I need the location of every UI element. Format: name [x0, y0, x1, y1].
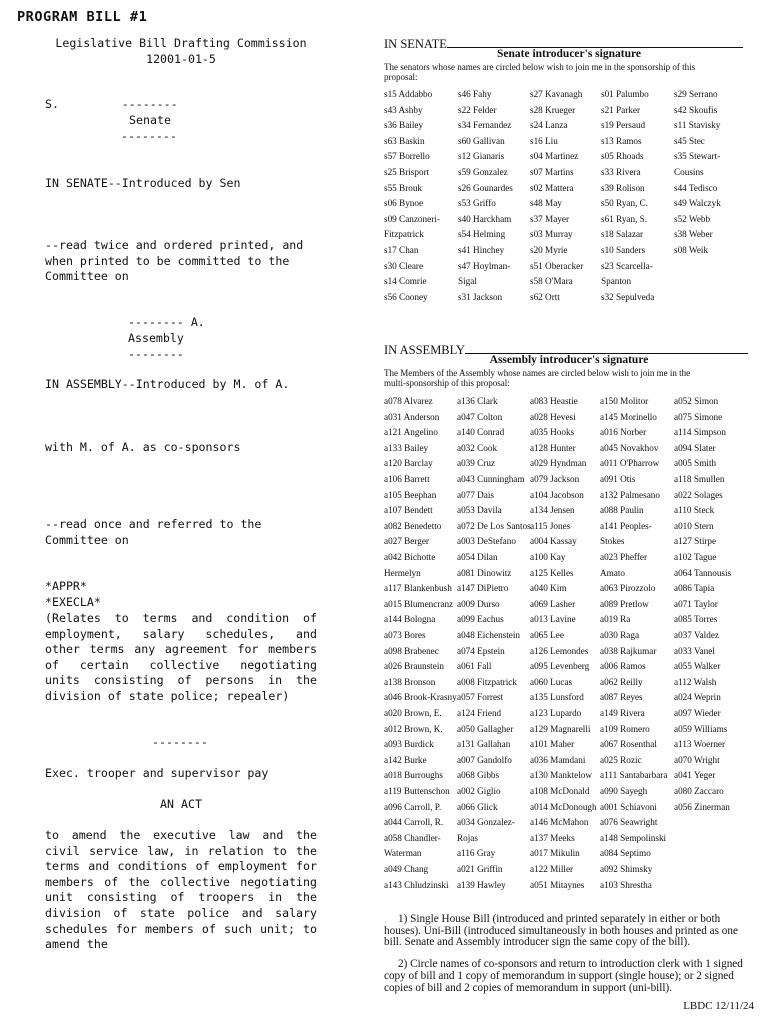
assembly-member[interactable]: a083 Heastie	[530, 396, 578, 406]
senate-member[interactable]: s51 Oberacker	[530, 260, 584, 271]
separator-dashes: --------	[152, 735, 208, 749]
assembly-member[interactable]: a080 Zaccaro	[674, 786, 724, 796]
assembly-member[interactable]: a121 Angelino	[384, 427, 438, 438]
senate-member[interactable]: s36 Bailey	[384, 120, 424, 131]
assembly-member[interactable]: a065 Lee	[530, 630, 564, 640]
assembly-member[interactable]: a085 Torres	[674, 614, 718, 625]
assembly-member[interactable]: a055 Walker	[674, 661, 721, 672]
short-title: Exec. trooper and supervisor pay	[45, 766, 269, 780]
assembly-member[interactable]: a082 Benedetto	[384, 520, 442, 531]
assembly-member[interactable]: a044 Carroll, R.	[384, 817, 444, 828]
assembly-member[interactable]: a001 Schiavoni	[600, 801, 657, 812]
assembly-member[interactable]: a144 Bologna	[384, 614, 436, 625]
assembly-member[interactable]: a130 Manktelow	[530, 770, 593, 781]
assembly-member[interactable]: a128 Hunter	[530, 442, 576, 453]
senate-member[interactable]: s37 Mayer	[530, 213, 570, 224]
assembly-member[interactable]: a072 De Los Santos	[457, 520, 531, 531]
act-text: to amend the executive law and the civil service law, in relation to the terms and conditions of employment for members of the collective negotiating unit consisting of troopers in the division of state police and salary schedules for members of such unit; to amend the	[45, 828, 317, 952]
assembly-member[interactable]: a025 Rozic	[600, 754, 642, 765]
assembly-member[interactable]: a017 Mikulin	[530, 848, 580, 859]
senate-member[interactable]: s42 Skoufis	[674, 104, 718, 115]
assembly-member[interactable]: a015 Blumencranz	[384, 598, 454, 609]
assembly-member[interactable]: a021 Griffin	[457, 864, 503, 874]
senate-member[interactable]: s43 Ashby	[384, 104, 423, 115]
assembly-member[interactable]: a061 Fall	[457, 661, 492, 672]
assembly-member[interactable]: a020 Brown, E.	[384, 708, 442, 718]
assembly-member[interactable]: a125 Kelles	[530, 567, 574, 578]
assembly-member[interactable]: a019 Ra	[600, 614, 631, 625]
assembly-member[interactable]: a103 Shrestha	[600, 879, 652, 890]
assembly-member[interactable]: a134 Jensen	[530, 505, 575, 516]
senate-member[interactable]: s09 Canzoneri-	[384, 213, 440, 224]
senate-member[interactable]: s14 Comrie	[384, 276, 427, 287]
senate-member[interactable]: s48 May	[530, 198, 562, 209]
an-act-heading: AN ACT	[160, 797, 202, 811]
assembly-member[interactable]: a091 Otis	[600, 474, 636, 484]
senate-member[interactable]: s17 Chan	[384, 245, 419, 255]
assembly-member[interactable]: a034 Gonzalez-	[457, 817, 515, 828]
senate-member[interactable]: s05 Rhoads	[601, 151, 644, 162]
senate-member[interactable]: s02 Mattera	[530, 182, 574, 193]
assembly-member[interactable]: a073 Bores	[384, 630, 426, 640]
senate-member[interactable]: s39 Rolison	[601, 182, 645, 193]
assembly-member[interactable]: a056 Zinerman	[674, 801, 730, 812]
senate-member[interactable]: s34 Fernandez	[458, 120, 512, 131]
assembly-member[interactable]: a018 Burroughs	[384, 770, 443, 781]
senate-member[interactable]: s16 Liu	[530, 135, 558, 146]
assembly-member[interactable]: a110 Steck	[674, 505, 715, 516]
assembly-signature-title: Assembly introducer's signature	[489, 354, 649, 366]
assembly-member[interactable]: a081 Dinowitz	[457, 567, 512, 578]
assembly-member[interactable]: a037 Valdez	[674, 630, 719, 640]
assembly-intro-text: The Members of the Assembly whose names are circled below wish to join me in the multi-sponsorship of this proposal:	[384, 368, 691, 388]
senate-heading: IN SENATE	[384, 37, 743, 52]
assembly-member[interactable]: a140 Conrad	[457, 427, 505, 438]
senate-label: Senate	[129, 113, 171, 127]
commission-name: Legislative Bill Drafting Commission	[55, 36, 307, 50]
senate-member[interactable]: s49 Walczyk	[674, 198, 721, 209]
assembly-member[interactable]: a090 Sayegh	[600, 786, 648, 796]
assembly-member[interactable]: a049 Chang	[384, 864, 429, 874]
senate-member[interactable]: s57 Borrello	[384, 151, 430, 162]
note-circle-names: 2) Circle names of co-sponsors and return to introduction clerk with 1 signed copy of bill and 1 copy of memorandum in support (single house); or 2 signed copies of bill and 2 copies of memorandum in support (uni-bill).	[384, 958, 743, 994]
assembly-member[interactable]: a143 Chludzinski	[384, 879, 449, 890]
cosponsors-text: with M. of A. as co-sponsors	[45, 440, 241, 454]
assembly-member[interactable]: a008 Fitzpatrick	[457, 676, 517, 687]
senate-member[interactable]: s26 Gounardes	[458, 182, 513, 193]
assembly-member[interactable]: Amato	[600, 567, 626, 578]
assembly-member[interactable]: a058 Chandler-	[384, 832, 441, 843]
assembly-member[interactable]: Waterman	[384, 848, 422, 859]
senate-member[interactable]: s44 Tedisco	[674, 182, 718, 193]
assembly-member[interactable]: a010 Stern	[674, 520, 714, 531]
senate-member[interactable]: s30 Cleare	[384, 260, 424, 271]
lbdc-date: LBDC 12/11/24	[683, 1000, 754, 1012]
assembly-member[interactable]: a127 Stirpe	[674, 536, 717, 547]
assembly-member[interactable]: a092 Shimsky	[600, 864, 653, 874]
instructions	[384, 914, 754, 1004]
assembly-member[interactable]: a104 Jacobson	[530, 489, 584, 500]
senate-member[interactable]: s06 Bynoe	[384, 198, 424, 209]
assembly-member[interactable]: a038 Rajkumar	[600, 645, 657, 656]
assembly-member[interactable]: a052 Simon	[674, 396, 719, 406]
senate-member[interactable]: s15 Addabbo	[384, 89, 433, 99]
senate-member[interactable]: s59 Gonzalez	[458, 167, 508, 177]
assembly-number-line: -------- A.	[128, 315, 205, 329]
assembly-member[interactable]: a126 Lemondes	[530, 645, 589, 656]
assembly-member[interactable]: a095 Levenberg	[530, 661, 590, 672]
senate-member[interactable]: s13 Ramos	[601, 135, 642, 146]
assembly-member[interactable]: Stokes	[600, 536, 625, 547]
assembly-member[interactable]: a043 Cunningham	[457, 474, 525, 484]
assembly-member[interactable]: a066 Glick	[457, 801, 498, 812]
assembly-member[interactable]: a105 Beephan	[384, 489, 437, 500]
assembly-member[interactable]: a147 DiPietro	[457, 583, 509, 594]
assembly-member[interactable]: a023 Pheffer	[600, 552, 648, 562]
assembly-member[interactable]: a086 Tapia	[674, 583, 715, 594]
note-single-house: 1) Single House Bill (introduced and printed separately in either or both houses). Uni-Bill (introduced simultaneously in both houses and printed as one bill. Senate and Assembly introducer sign the same copy of the bill).	[384, 913, 738, 949]
senate-member[interactable]: s12 Gianaris	[458, 151, 505, 162]
senate-member[interactable]: s23 Scarcella-	[601, 260, 653, 271]
assembly-heading: IN ASSEMBLY	[384, 343, 748, 358]
assembly-member[interactable]: a124 Friend	[457, 708, 502, 718]
senate-member[interactable]: s25 Brisport	[384, 167, 430, 177]
senate-member[interactable]: s55 Brouk	[384, 182, 423, 193]
assembly-member[interactable]: a089 Pretlow	[600, 598, 649, 609]
assembly-member[interactable]: a069 Lasher	[530, 598, 576, 609]
assembly-member[interactable]: a064 Tannousis	[674, 567, 732, 578]
senate-number-line: S. --------	[45, 97, 178, 111]
senate-member[interactable]: s20 Myrie	[530, 245, 568, 255]
assembly-member[interactable]: a150 Molitor	[600, 396, 649, 406]
senate-member[interactable]: s53 Griffo	[458, 198, 496, 209]
senate-member[interactable]: s03 Murray	[530, 229, 573, 240]
assembly-member[interactable]: a040 Kim	[530, 583, 567, 594]
assembly-member[interactable]: a027 Berger	[384, 536, 429, 547]
senate-member[interactable]: s45 Stec	[674, 135, 705, 146]
assembly-member[interactable]: a116 Gray	[457, 848, 496, 859]
senate-member[interactable]: s01 Palumbo	[601, 89, 649, 99]
senate-member[interactable]: s21 Parker	[601, 104, 641, 115]
assembly-member[interactable]: a129 Magnarelli	[530, 723, 591, 734]
assembly-member[interactable]: a009 Durso	[457, 598, 500, 609]
assembly-member[interactable]: a101 Maher	[530, 739, 575, 750]
assembly-member[interactable]: a075 Simone	[674, 411, 723, 422]
assembly-member[interactable]: a132 Palmesano	[600, 489, 660, 500]
assembly-member[interactable]: a012 Brown, K.	[384, 723, 443, 734]
assembly-member[interactable]: a053 Davila	[457, 505, 502, 516]
senate-member[interactable]: Spanton	[601, 276, 632, 287]
senate-member[interactable]: s22 Felder	[458, 104, 497, 115]
assembly-member[interactable]: a148 Sempolinski	[600, 832, 667, 843]
program-bill-title: PROGRAM BILL #1	[17, 9, 148, 25]
assembly-member[interactable]: a028 Hevesi	[530, 411, 576, 422]
execla-tag: *EXECLA*	[45, 595, 101, 609]
assembly-member[interactable]: a133 Bailey	[384, 442, 429, 453]
assembly-member[interactable]: a054 Dilan	[457, 552, 498, 562]
assembly-member[interactable]: a139 Hawley	[457, 879, 506, 890]
assembly-member[interactable]: a060 Lucas	[530, 676, 573, 687]
senate-member[interactable]: s40 Harckham	[458, 213, 512, 224]
assembly-member[interactable]: a107 Bendett	[384, 505, 433, 516]
assembly-member[interactable]: a007 Gandolfo	[457, 754, 512, 765]
senate-member[interactable]: s33 Rivera	[601, 167, 641, 177]
assembly-member[interactable]: a051 Mitaynes	[530, 879, 585, 890]
assembly-member[interactable]: a004 Kassay	[530, 536, 577, 547]
read-twice-text: --read twice and ordered printed, and when printed to be committed to the Committee on	[45, 238, 311, 284]
in-assembly-introduced: IN ASSEMBLY--Introduced by M. of A.	[45, 377, 290, 391]
senate-member[interactable]: s58 O'Mara	[530, 276, 573, 287]
senate-member[interactable]: s27 Kavanagh	[530, 89, 583, 99]
assembly-member[interactable]: a003 DeStefano	[457, 536, 516, 547]
senate-dashes: --------	[121, 129, 177, 143]
assembly-member[interactable]: a115 Jones	[530, 520, 571, 531]
senate-member[interactable]: s50 Ryan, C.	[601, 198, 649, 209]
senate-member[interactable]: s08 Weik	[674, 245, 709, 255]
assembly-member[interactable]: a076 Seawright	[600, 817, 658, 828]
assembly-member[interactable]: a036 Mamdani	[530, 754, 586, 765]
assembly-member[interactable]: Hermelyn	[384, 567, 421, 578]
assembly-member[interactable]: a097 Wieder	[674, 708, 721, 718]
senate-member[interactable]: s47 Hoylman-	[458, 260, 511, 271]
assembly-member[interactable]: a112 Walsh	[674, 676, 717, 687]
assembly-member[interactable]: a074 Epstein	[457, 645, 505, 656]
assembly-member[interactable]: a102 Tague	[674, 552, 717, 562]
assembly-member[interactable]: a109 Romero	[600, 723, 650, 734]
assembly-member[interactable]: Rojas	[457, 832, 478, 843]
assembly-member[interactable]: a026 Braunstein	[384, 661, 444, 672]
senate-member[interactable]: s38 Weber	[674, 229, 713, 240]
assembly-member[interactable]: a142 Burke	[384, 754, 427, 765]
senate-member[interactable]: s07 Martins	[530, 167, 574, 177]
senate-member[interactable]: s24 Lanza	[530, 120, 568, 131]
assembly-member[interactable]: a032 Cook	[457, 442, 498, 453]
assembly-member[interactable]: a029 Hyndman	[530, 458, 587, 469]
assembly-member[interactable]: a016 Norber	[600, 427, 647, 438]
assembly-member[interactable]: a039 Cruz	[457, 458, 496, 469]
assembly-member[interactable]: a114 Simpson	[674, 427, 726, 438]
assembly-member[interactable]: a106 Barrett	[384, 474, 430, 484]
assembly-member[interactable]: a146 McMahon	[530, 817, 589, 828]
senate-member[interactable]: s18 Salazar	[601, 229, 644, 240]
assembly-member[interactable]: a136 Clark	[457, 396, 498, 406]
relates-text: (Relates to terms and condition of employment, salary schedules, and other terms any agreement for members of certain collective negotiating units consisting of persons in the division of state police; repealer)	[45, 611, 317, 703]
senate-member[interactable]: Cousins	[674, 167, 704, 177]
assembly-member[interactable]: a041 Yeger	[674, 770, 716, 781]
assembly-signature-line[interactable]	[465, 343, 748, 354]
assembly-member[interactable]: a045 Novakhov	[600, 442, 659, 453]
assembly-member[interactable]: a046 Brook-Krasny	[384, 692, 457, 703]
senate-member[interactable]: s46 Fahy	[458, 89, 492, 99]
assembly-member[interactable]: a123 Lupardo	[530, 708, 582, 718]
assembly-member[interactable]: a138 Bronson	[384, 676, 436, 687]
assembly-member[interactable]: a078 Alvarez	[384, 396, 433, 406]
appr-tag: *APPR*	[45, 579, 87, 593]
assembly-member[interactable]: a084 Septimo	[600, 848, 651, 859]
assembly-member[interactable]: a057 Forrest	[457, 692, 504, 703]
assembly-member[interactable]: a011 O'Pharrow	[600, 458, 660, 469]
assembly-label: Assembly	[128, 331, 184, 345]
assembly-member[interactable]: a098 Brabenec	[384, 645, 439, 656]
assembly-member[interactable]: a117 Blankenbush	[384, 583, 452, 594]
assembly-member[interactable]: a033 Vanel	[674, 645, 715, 656]
senate-signature-title: Senate introducer's signature	[497, 48, 641, 60]
assembly-member[interactable]: a062 Reilly	[600, 676, 643, 687]
senate-member[interactable]: s63 Baskin	[384, 135, 425, 146]
assembly-member[interactable]: a024 Weprin	[674, 692, 721, 703]
assembly-member[interactable]: a094 Slater	[674, 442, 716, 453]
senate-signature-line[interactable]	[447, 37, 743, 48]
assembly-member[interactable]: a099 Eachus	[457, 614, 504, 625]
assembly-member[interactable]: a141 Peoples-	[600, 520, 652, 531]
assembly-member[interactable]: a088 Paulin	[600, 505, 644, 516]
assembly-dashes: --------	[128, 347, 184, 361]
assembly-member[interactable]: a131 Gallahan	[457, 739, 511, 750]
assembly-member[interactable]: a068 Gibbs	[457, 770, 500, 781]
assembly-member[interactable]: a120 Barclay	[384, 458, 433, 469]
bill-code: 12001-01-5	[146, 52, 216, 66]
assembly-member[interactable]: a070 Wright	[674, 754, 720, 765]
assembly-member[interactable]: a005 Smith	[674, 458, 717, 469]
assembly-member[interactable]: a118 Smullen	[674, 474, 725, 484]
senate-member[interactable]: s19 Persaud	[601, 120, 646, 131]
assembly-member[interactable]: a108 McDonald	[530, 786, 590, 796]
senate-member[interactable]: s52 Webb	[674, 213, 711, 224]
assembly-member[interactable]: a031 Anderson	[384, 411, 440, 422]
senate-member[interactable]: s41 Hinchey	[458, 245, 505, 255]
assembly-member[interactable]: a100 Kay	[530, 552, 566, 562]
assembly-member[interactable]: a093 Burdick	[384, 739, 434, 750]
assembly-member[interactable]: a145 Morinello	[600, 411, 657, 422]
assembly-member[interactable]: a149 Rivera	[600, 708, 645, 718]
senate-member[interactable]: s28 Krueger	[530, 104, 576, 115]
assembly-member[interactable]: a135 Lunsford	[530, 692, 584, 703]
assembly-member[interactable]: a013 Lavine	[530, 614, 576, 625]
assembly-member[interactable]: a071 Taylor	[674, 598, 718, 609]
assembly-member[interactable]: a047 Colton	[457, 411, 503, 422]
senate-member[interactable]: s61 Ryan, S.	[601, 213, 648, 224]
assembly-member[interactable]: a077 Dais	[457, 489, 494, 500]
assembly-member[interactable]: a014 McDonough	[530, 801, 597, 812]
assembly-member[interactable]: a006 Ramos	[600, 661, 646, 672]
assembly-member[interactable]: a002 Giglio	[457, 786, 501, 796]
assembly-member[interactable]: a111 Santabarbara	[600, 770, 668, 781]
senate-member[interactable]: s35 Stewart-	[674, 151, 721, 162]
assembly-member[interactable]: a050 Gallagher	[457, 723, 514, 734]
senate-intro-text: The senators whose names are circled below wish to join me in the sponsorship of this proposal:	[384, 62, 696, 82]
assembly-member[interactable]: a113 Woerner	[674, 739, 726, 750]
senate-member[interactable]: s10 Sanders	[601, 245, 646, 255]
assembly-member[interactable]: a030 Raga	[600, 630, 640, 640]
senate-member[interactable]: s32 Sepulveda	[601, 291, 655, 302]
assembly-member[interactable]: a137 Meeks	[530, 832, 575, 843]
assembly-member[interactable]: a022 Solages	[674, 489, 723, 500]
senate-member[interactable]: Fitzpatrick	[384, 229, 424, 240]
assembly-member[interactable]: a087 Reyes	[600, 692, 643, 703]
senate-member[interactable]: Sigal	[458, 276, 477, 287]
assembly-member[interactable]: a096 Carroll, P.	[384, 801, 442, 812]
senate-member[interactable]: s62 Ortt	[530, 291, 560, 302]
senate-member[interactable]: s54 Helming	[458, 229, 506, 240]
assembly-member[interactable]: a079 Jackson	[530, 474, 580, 484]
assembly-member[interactable]: a063 Pirozzolo	[600, 583, 656, 594]
assembly-member[interactable]: a048 Eichenstein	[457, 630, 521, 640]
assembly-member[interactable]: a035 Hooks	[530, 427, 575, 438]
in-senate-introduced: IN SENATE--Introduced by Sen	[45, 176, 241, 190]
assembly-member[interactable]: a059 Williams	[674, 723, 728, 734]
senate-member[interactable]: s60 Gallivan	[458, 135, 505, 146]
assembly-member[interactable]: a119 Buttenschon	[384, 786, 450, 796]
read-once-text: --read once and referred to the Committee on	[45, 517, 269, 547]
senate-member[interactable]: s11 Stavisky	[674, 120, 721, 131]
senate-member[interactable]: s04 Martinez	[530, 151, 579, 162]
assembly-member[interactable]: a067 Rosenthal	[600, 739, 657, 750]
assembly-member[interactable]: a042 Bichotte	[384, 552, 436, 562]
assembly-member[interactable]: a122 Miller	[530, 864, 574, 874]
senate-member[interactable]: s29 Serrano	[674, 89, 718, 99]
senate-member[interactable]: s31 Jackson	[458, 291, 503, 302]
senate-member[interactable]: s56 Cooney	[384, 291, 428, 302]
